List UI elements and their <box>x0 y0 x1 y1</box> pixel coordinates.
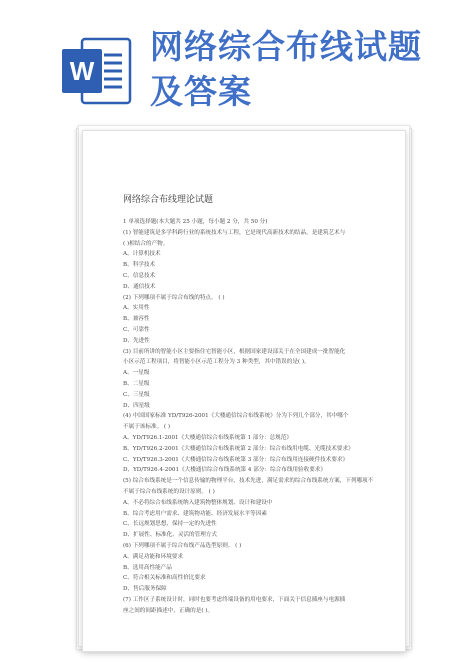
document-line: B、综合考虑用户需求、建筑物功能、经济发展水平等因素 <box>123 510 267 517</box>
document-line: A、YD/T926.1-2001《大楼通信综合布线系统第 1 部分：总规范》 <box>123 434 292 441</box>
document-line: C、YD/T926.3-2001《大楼通信综合布线系统第 3 部分：综合布线用连接硬件技术要求》 <box>123 456 349 463</box>
document-line: B、科学技术 <box>123 262 156 269</box>
document-line: A、计算机技术 <box>123 251 161 258</box>
page-title-line1: 网络综合布线试题 <box>150 27 422 66</box>
document-line: D、通信技术 <box>123 283 156 290</box>
document-line: B、兼容性 <box>123 316 150 323</box>
document-line: (2) 下列哪项不属于综合布线的特点。 ( ) <box>123 294 225 301</box>
page-title <box>150 24 460 114</box>
document-line: D、四星级 <box>123 402 150 409</box>
document-line: ( )相结合的产物。 <box>123 240 169 247</box>
document-line: C、可靠性 <box>123 326 150 333</box>
document-line: D、售后服务保障 <box>123 586 167 593</box>
document-line: (5) 综合布线系统是一个信息传输的物理平台，技术先进，满足需求的综合布线系统方案，下列哪项不 <box>123 478 374 485</box>
document-line: C、信息技术 <box>123 272 156 279</box>
document-line: (1) 智能建筑是多学科跨行业的系统技术与工程，它是现代高新技术的结晶，是建筑艺术与 <box>123 229 346 236</box>
document-line: (3) 目前所讲的智能小区主要指住宅智能小区，根据国家建设部关于在全国建成一批智能化 <box>123 348 346 355</box>
document-line: (7) 工作区子系统设计时，同时也要考虑终端设备的用电要求，下面关于信息插座与电源插 <box>123 596 346 603</box>
document-page-preview[interactable] <box>82 130 406 652</box>
document-line: C、长远规划思想，保持一定的先进性 <box>123 521 217 528</box>
document-line: C、三星级 <box>123 391 150 398</box>
page-title-line2: 及答案 <box>150 72 252 111</box>
document-line: C、符合相关标准和高性价比要求 <box>123 575 206 582</box>
document-line: (4) 中国国家标准 YD/T926-2001《大楼通信综合布线系统》分为下列几个部分，其中哪个 <box>123 413 349 420</box>
document-line: B、选用高性能产品 <box>123 564 172 571</box>
document-line: D、先进性 <box>123 337 150 344</box>
document-line: A、一星级 <box>123 370 150 377</box>
document-line: A、满足功能和环境要求 <box>123 553 183 560</box>
document-line: (6) 下列哪项不属于综合布线产品选型原则。 ( ) <box>123 542 242 549</box>
document-title: 网络综合布线理论试题 <box>123 195 214 205</box>
document-line: A、不必将综合布线系统纳入建筑物整体规划、设计和建设中 <box>123 499 273 506</box>
document-line: 座之间的间距描述中，正确的是( )。 <box>123 607 214 614</box>
document-line: 不属于综合布线系统的设计原则。 ( ) <box>123 488 215 495</box>
document-line: B、YD/T926.2-2001《大楼通信综合布线系统第 2 部分：综合布线用电缆、光缆技术要求》 <box>123 445 354 452</box>
word-document-icon <box>60 35 134 107</box>
document-line: 小区示范工程项目，将智能小区示范工程分为 3 种类型，其中错误的是( )。 <box>123 359 310 366</box>
word-icon-letter: W <box>69 56 95 86</box>
document-line: D、YD/T926.4-2001《大楼通信综合布线系统第 4 部分：综合布线用验收要求》 <box>123 467 326 474</box>
document-line: 1 单项选择题(本大题共 25 小题，每小题 2 分，共 50 分) <box>123 219 268 225</box>
document-line: 不属于该标准。 ( ) <box>123 424 171 431</box>
document-line: B、二星级 <box>123 380 150 387</box>
document-line: D、扩展性、标准化、灵活的管理方式 <box>123 532 217 539</box>
document-line: A、实用性 <box>123 305 150 312</box>
document-body <box>123 217 393 616</box>
